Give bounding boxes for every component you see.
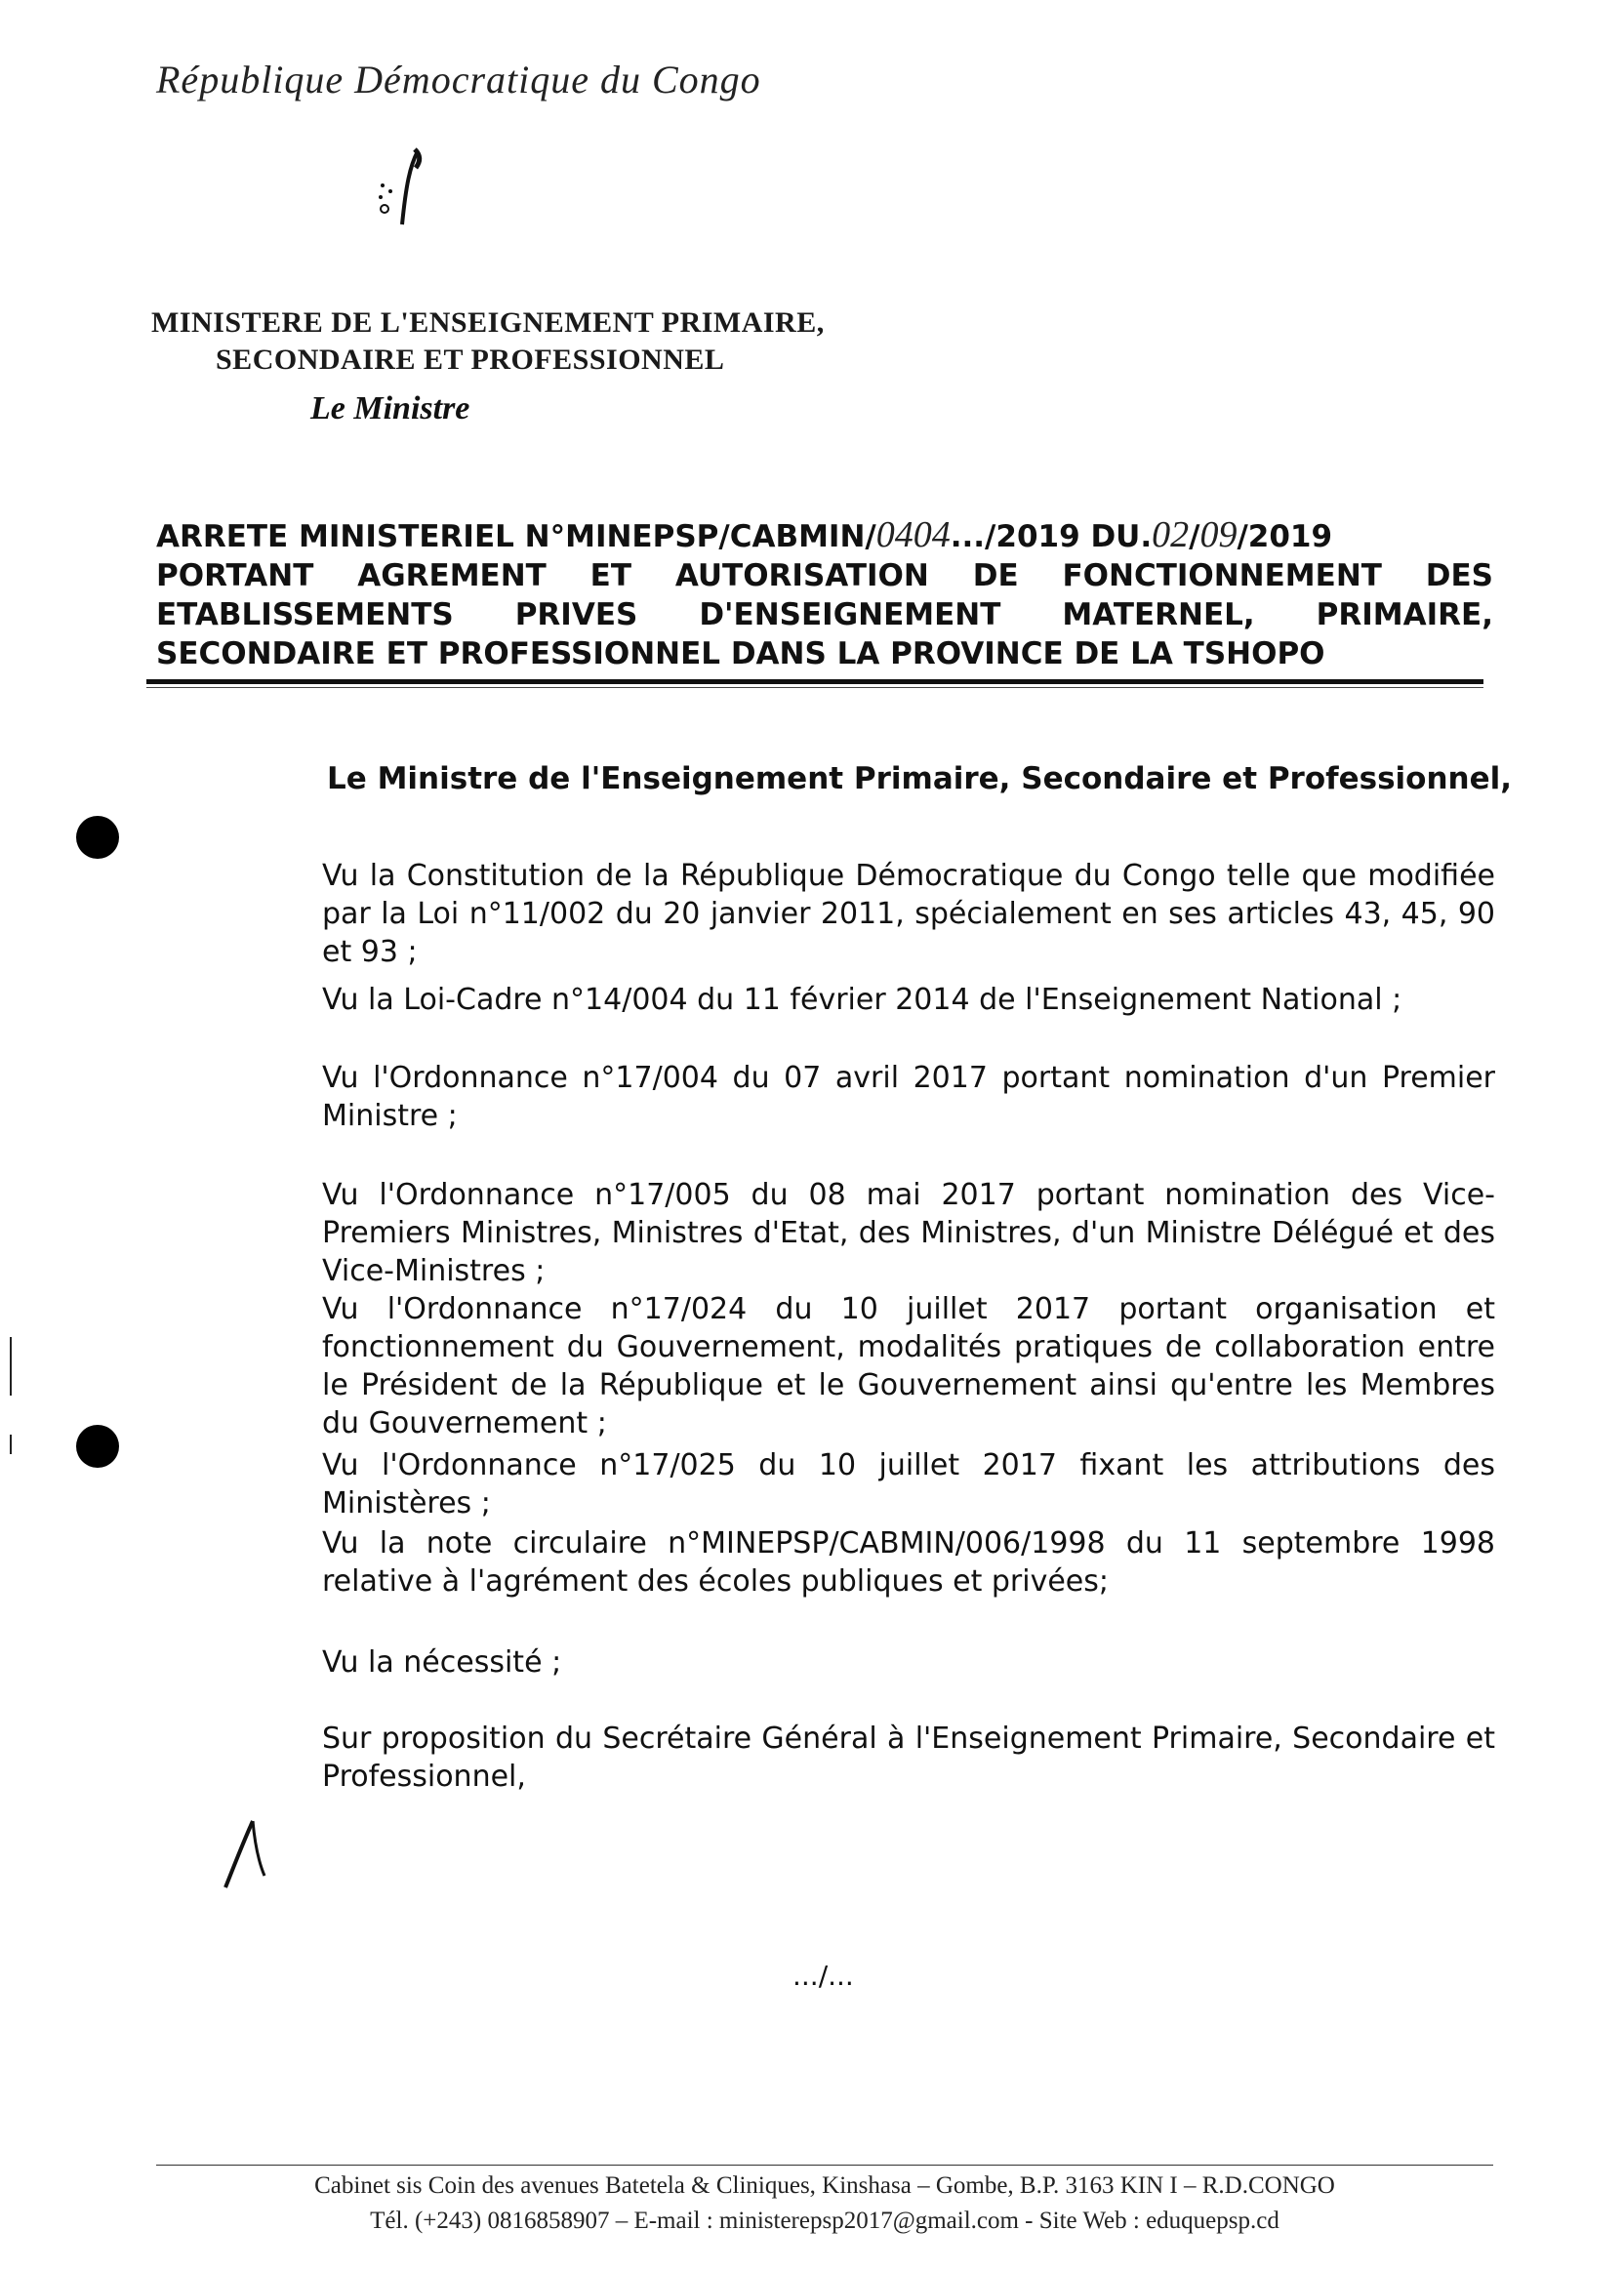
clause-ordonnance-17-025: [156, 1446, 1495, 1522]
clause-text: Vu la nécessité ;: [322, 1645, 562, 1680]
clause-text: Vu la Constitution de la République Démocratique du Congo telle que modifiée par la Loi n°11/002 du 20 janvier 2011, spécialement en ses articles 43, 45, 90 et 93 ;: [322, 859, 1495, 969]
clause-loi-cadre: [156, 981, 1495, 1019]
clause-proposition: [156, 1720, 1495, 1796]
title-line-2: PORTANT AGREMENT ET AUTORISATION DE FONCTIONNEMENT DES: [156, 558, 1493, 593]
title-prefix: ARRETE MINISTERIEL N°MINEPSP/CABMIN/: [156, 519, 876, 554]
title-year-part: .../2019 DU.: [950, 519, 1153, 554]
clause-constitution: [156, 857, 1495, 971]
footer-address: Cabinet sis Coin des avenues Batetela & Cliniques, Kinshasa – Gombe, B.P. 3163 KIN I – R.D.CONGO: [314, 2172, 1335, 2199]
punch-hole-top: [76, 816, 119, 859]
footer-rule: [156, 2165, 1493, 2166]
footer-contact: Tél. (+243) 0816858907 – E-mail : ministerepsp2017@gmail.com - Site Web : eduquepsp.cd: [370, 2208, 1279, 2234]
clause-note-circulaire: [156, 1524, 1495, 1601]
decree-number: 0404: [875, 514, 951, 555]
minister-label: Le Ministre: [310, 390, 470, 426]
clause-necessite: [156, 1643, 1495, 1682]
clause-text: Vu l'Ordonnance n°17/025 du 10 juillet 2017 fixant les attributions des Ministères ;: [322, 1448, 1495, 1520]
continuation-mark: .../...: [792, 1960, 854, 1992]
decree-month: 09: [1199, 514, 1238, 555]
clause-ordonnance-17-005: [156, 1176, 1495, 1290]
title-line-1: [156, 515, 1493, 556]
clause-ordonnance-17-024: [156, 1290, 1495, 1442]
margin-mark: [10, 1435, 12, 1454]
title-line-3: ETABLISSEMENTS PRIVES D'ENSEIGNEMENT MATERNEL, PRIMAIRE,: [156, 597, 1493, 632]
ministry-name: [151, 304, 825, 379]
decree-day: 02: [1152, 514, 1190, 555]
title-rule-thin: [146, 687, 1483, 688]
clause-text: Vu l'Ordonnance n°17/004 du 07 avril 2017 portant nomination d'un Premier Ministre ;: [322, 1061, 1495, 1133]
clause-text: Vu l'Ordonnance n°17/024 du 10 juillet 2017 portant organisation et fonctionnement du Gouvernement, modalités pratiques de collaboration entre le Président de la République et le Gouvernement ainsi qu'entre les Membres du Gouvernement ;: [322, 1292, 1495, 1440]
preamble-heading: Le Ministre de l'Enseignement Primaire, Secondaire et Professionnel,: [327, 761, 1513, 796]
clause-text: Vu la Loi-Cadre n°14/004 du 11 février 2014 de l'Enseignement National ;: [322, 983, 1402, 1017]
ministry-line-1: MINISTERE DE L'ENSEIGNEMENT PRIMAIRE,: [151, 306, 825, 339]
clause-text: Vu l'Ordonnance n°17/005 du 08 mai 2017 portant nomination des Vice-Premiers Ministres, Ministres d'Etat, des Ministres, d'un Ministre Délégué et des Vice-Ministres ;: [322, 1178, 1495, 1288]
clause-ordonnance-17-004: [156, 1059, 1495, 1135]
punch-hole-bottom: [76, 1425, 119, 1468]
handwritten-initial: [220, 1813, 278, 1891]
country-name: République Démocratique du Congo: [156, 58, 761, 101]
title-line-4: SECONDAIRE ET PROFESSIONNEL DANS LA PROVINCE DE LA TSHOPO: [156, 636, 1325, 671]
clause-text: Vu la note circulaire n°MINEPSP/CABMIN/006/1998 du 11 septembre 1998 relative à l'agrément des écoles publiques et privées;: [322, 1526, 1495, 1599]
ministry-line-2: SECONDAIRE ET PROFESSIONNEL: [216, 344, 725, 376]
emblem-mark: [361, 146, 439, 234]
title-year-end: /2019: [1237, 519, 1333, 554]
title-rule: [146, 679, 1483, 684]
clause-text: Sur proposition du Secrétaire Général à l'Enseignement Primaire, Secondaire et Professionnel,: [322, 1722, 1495, 1794]
margin-mark: [10, 1337, 12, 1396]
date-separator: /: [1189, 519, 1200, 554]
decree-title: [156, 515, 1493, 673]
